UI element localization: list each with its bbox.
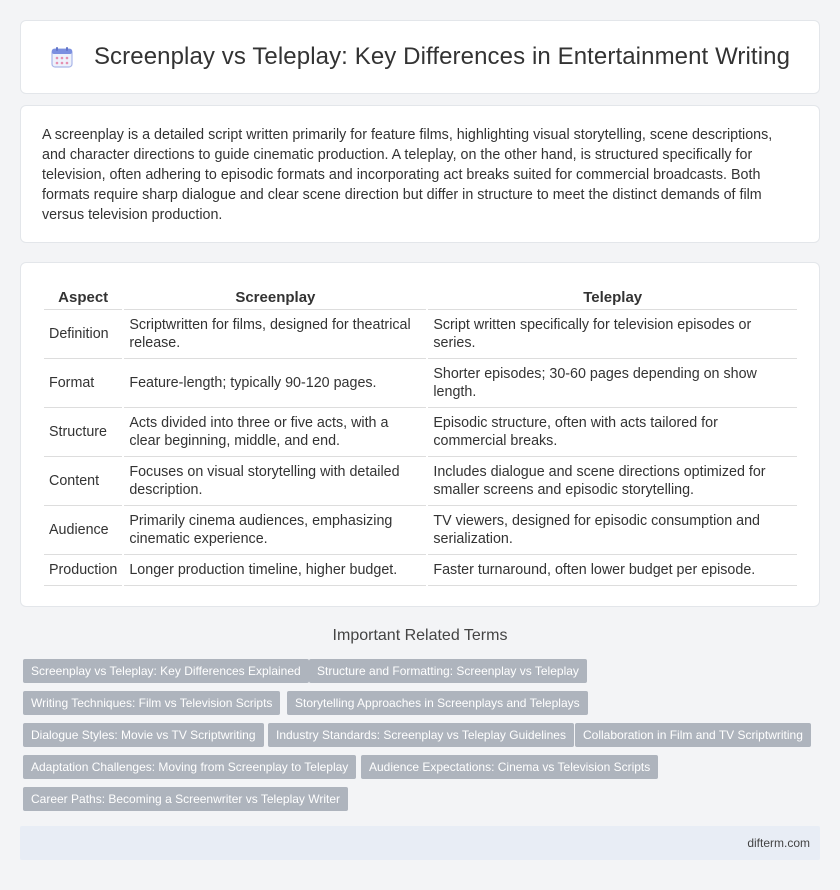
page-title: Screenplay vs Teleplay: Key Differences in Entertainment Writing — [93, 43, 791, 70]
table-cell-screenplay: Scriptwritten for films, designed for theatrical release. — [124, 310, 426, 359]
table-cell-aspect: Structure — [44, 408, 122, 457]
column-header-aspect: Aspect — [44, 285, 122, 310]
page-footer — [20, 826, 820, 860]
related-term-tag[interactable]: Career Paths: Becoming a Screenwriter vs Teleplay Writer — [23, 787, 348, 811]
related-terms-title: Important Related Terms — [332, 627, 508, 644]
related-term-tag[interactable]: Audience Expectations: Cinema vs Television Scripts — [361, 755, 658, 779]
table-cell-screenplay: Primarily cinema audiences, emphasizing cinematic experience. — [124, 506, 426, 555]
table-cell-aspect: Format — [44, 359, 122, 408]
table-row — [44, 457, 797, 506]
table-cell-teleplay: Episodic structure, often with acts tailored for commercial breaks. — [428, 408, 797, 457]
calendar-icon — [50, 45, 74, 69]
related-term-tag[interactable]: Collaboration in Film and TV Scriptwriting — [575, 723, 811, 747]
table-cell-aspect: Audience — [44, 506, 122, 555]
intro-text: A screenplay is a detailed script written primarily for feature films, highlighting visual storytelling, scene descriptions, and character directions to guide cinematic production. A teleplay, on the other hand, is structured specifically for television, often adhering to episodic formats and incorporating act breaks suited for commercial broadcasts. Both formats require sharp dialogue and clear scene direction but differ in structure to meet the distinct demands of film versus television production. — [42, 127, 773, 223]
page-header — [20, 20, 820, 94]
table-row — [44, 310, 797, 359]
related-term-tag[interactable]: Screenplay vs Teleplay: Key Differences Explained — [23, 659, 309, 683]
table-cell-aspect: Production — [44, 555, 122, 586]
table-cell-screenplay: Acts divided into three or five acts, with a clear beginning, middle, and end. — [124, 408, 426, 457]
table-cell-teleplay: TV viewers, designed for episodic consumption and serialization. — [428, 506, 797, 555]
related-term-tag[interactable]: Storytelling Approaches in Screenplays and Teleplays — [287, 691, 588, 715]
table-cell-teleplay: Shorter episodes; 30-60 pages depending on show length. — [428, 359, 797, 408]
related-term-tag[interactable]: Industry Standards: Screenplay vs Teleplay Guidelines — [268, 723, 574, 747]
table-header-row — [44, 285, 797, 310]
site-name[interactable]: difterm.com — [747, 836, 810, 850]
table-cell-teleplay: Script written specifically for television episodes or series. — [428, 310, 797, 359]
comparison-table — [42, 285, 799, 586]
table-cell-teleplay: Faster turnaround, often lower budget per episode. — [428, 555, 797, 586]
related-term-tag[interactable]: Adaptation Challenges: Moving from Screenplay to Teleplay — [23, 755, 356, 779]
intro-card — [20, 105, 820, 243]
table-cell-screenplay: Focuses on visual storytelling with detailed description. — [124, 457, 426, 506]
column-header-teleplay: Teleplay — [428, 285, 797, 310]
related-term-tag[interactable]: Dialogue Styles: Movie vs TV Scriptwriting — [23, 723, 264, 747]
table-cell-aspect: Definition — [44, 310, 122, 359]
table-row — [44, 359, 797, 408]
column-header-screenplay: Screenplay — [124, 285, 426, 310]
table-row — [44, 408, 797, 457]
table-cell-teleplay: Includes dialogue and scene directions optimized for smaller screens and episodic storytelling. — [428, 457, 797, 506]
table-cell-aspect: Content — [44, 457, 122, 506]
comparison-card — [20, 262, 820, 607]
related-term-tag[interactable]: Structure and Formatting: Screenplay vs Teleplay — [309, 659, 587, 683]
related-term-tag[interactable]: Writing Techniques: Film vs Television Scripts — [23, 691, 280, 715]
table-row — [44, 506, 797, 555]
table-cell-screenplay: Longer production timeline, higher budget. — [124, 555, 426, 586]
table-row — [44, 555, 797, 586]
table-cell-screenplay: Feature-length; typically 90-120 pages. — [124, 359, 426, 408]
